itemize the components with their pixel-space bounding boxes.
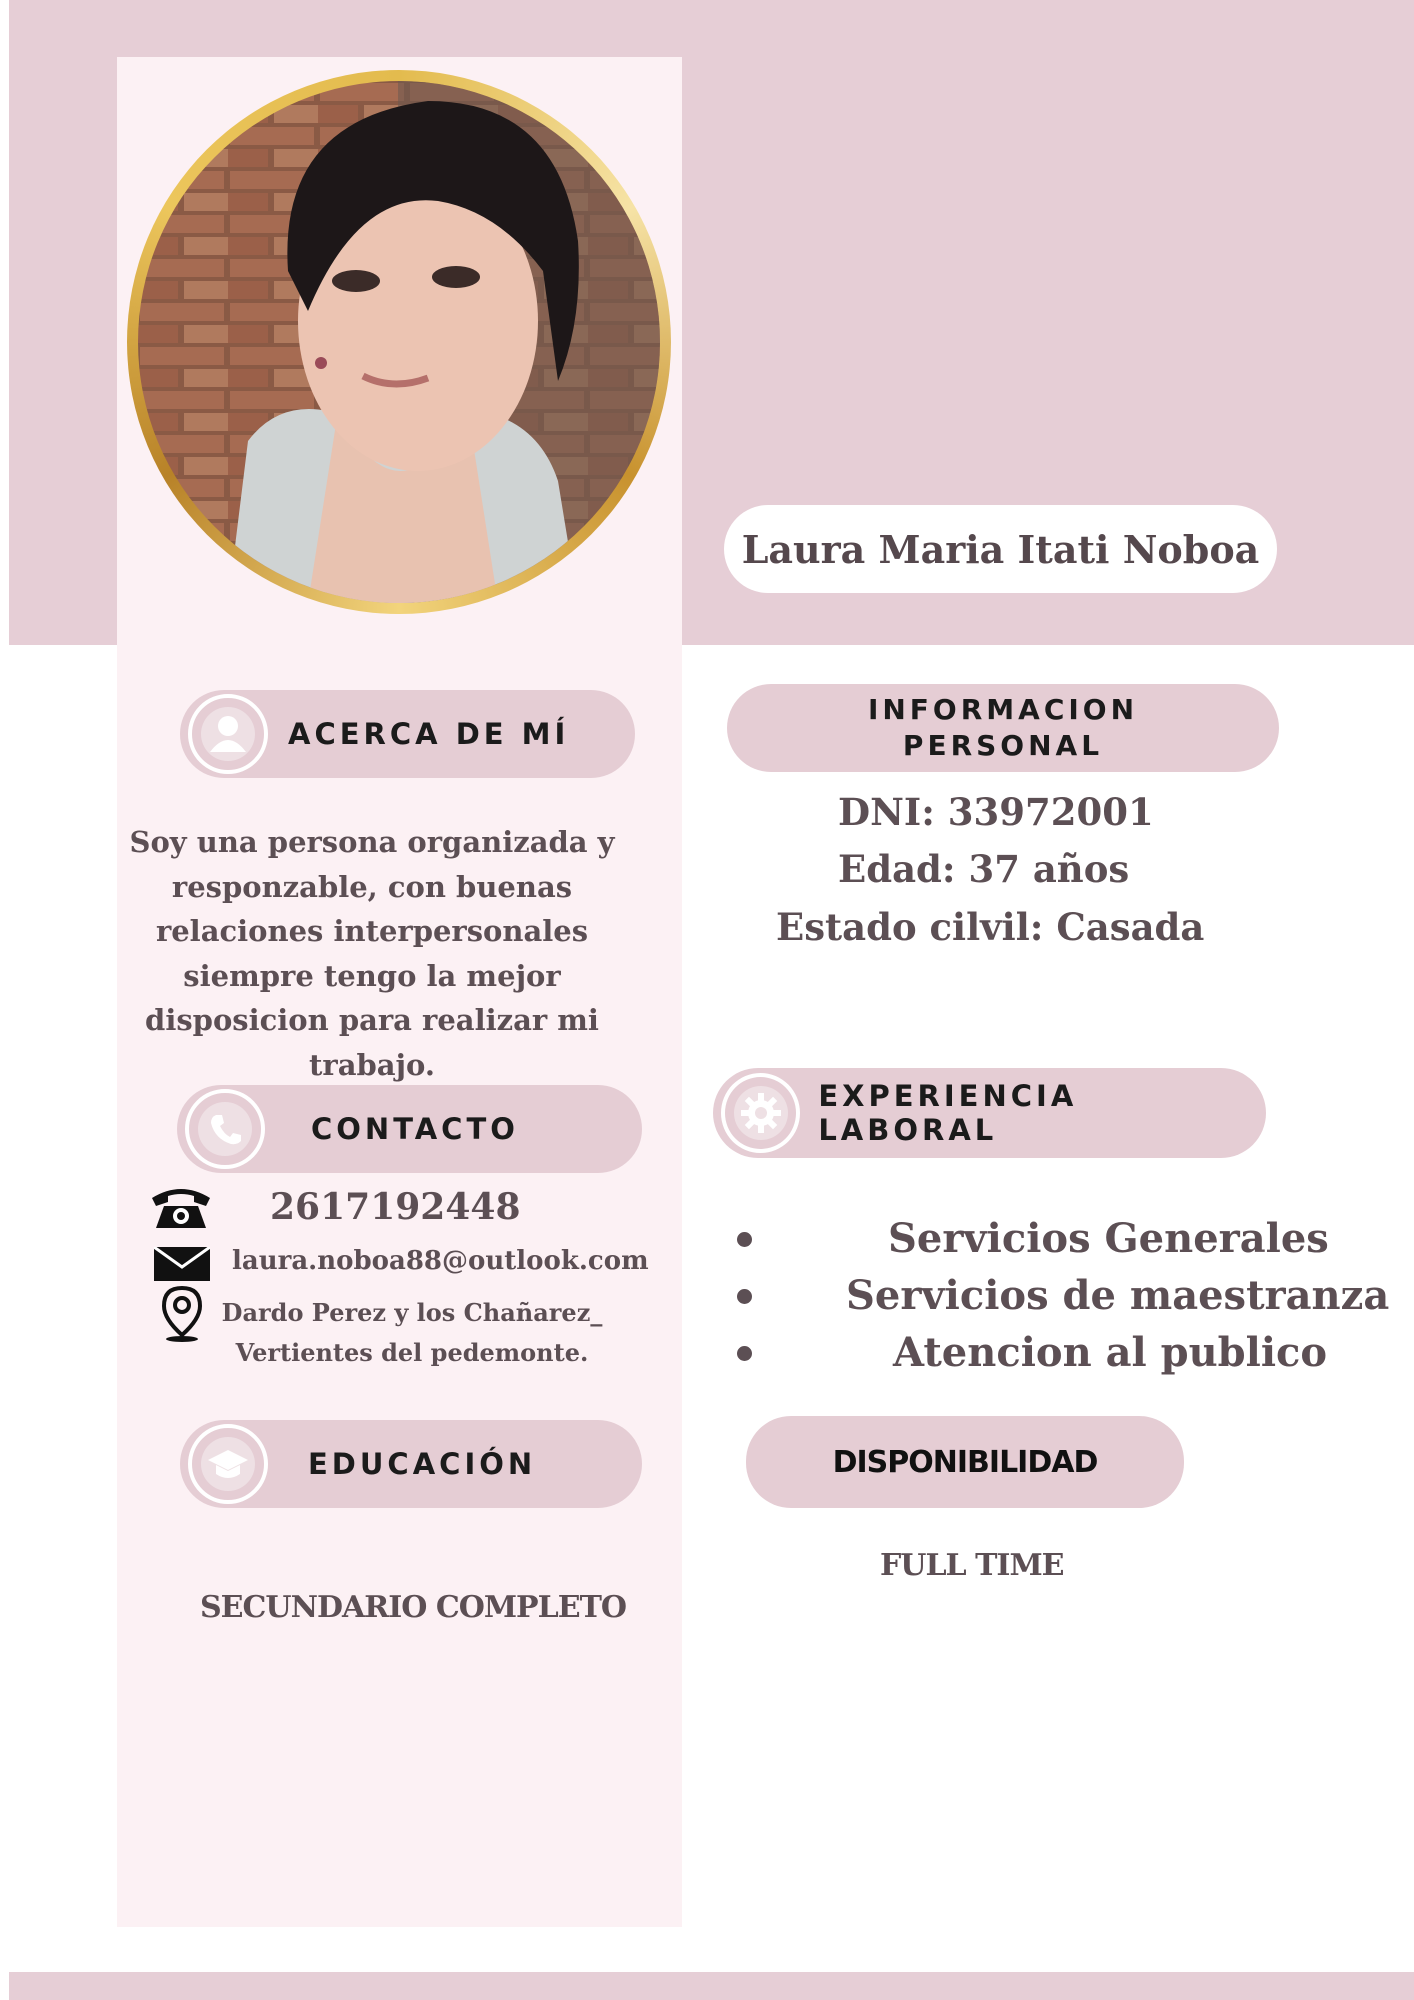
availability-heading-pill — [746, 1416, 1184, 1508]
email-address: laura.noboa88@outlook.com — [232, 1246, 649, 1276]
bullet-icon — [737, 1289, 752, 1304]
experience-heading: EXPERIENCIA LABORAL — [818, 1079, 1078, 1147]
contact-heading-pill — [177, 1085, 642, 1173]
experience-heading-pill — [713, 1068, 1266, 1158]
contact-heading: CONTACTO — [311, 1112, 519, 1146]
footer-band — [9, 1972, 1414, 2000]
education-level: SECUNDARIO COMPLETO — [200, 1590, 627, 1625]
experience-item: Servicios de maestranza — [846, 1272, 1390, 1319]
bullet-icon — [737, 1346, 752, 1361]
candidate-name: Laura Maria Itati Noboa — [741, 526, 1260, 572]
personal-info-heading-line-2: PERSONAL — [902, 729, 1104, 762]
mail-icon — [154, 1247, 210, 1285]
telephone-icon — [148, 1184, 214, 1234]
gear-icon — [721, 1073, 800, 1153]
about-heading: ACERCA DE MÍ — [288, 717, 570, 751]
about-text: Soy una persona organizada y responzable, con buenas relaciones interpersonales siempre tengo la mejor disposicion para realizar mi trabajo. — [129, 825, 615, 1082]
personal-info-heading-pill — [727, 684, 1279, 772]
graduation-cap-icon — [188, 1424, 268, 1504]
personal-info-heading — [868, 692, 1138, 764]
phone-icon — [185, 1089, 265, 1169]
availability-value: FULL TIME — [880, 1548, 1064, 1583]
dni: DNI: 33972001 — [838, 790, 1154, 834]
experience-item: Servicios Generales — [888, 1215, 1329, 1262]
location-pin-icon — [158, 1285, 206, 1347]
education-heading: EDUCACIÓN — [308, 1447, 537, 1481]
address — [217, 1293, 607, 1373]
address-line-1: Dardo Perez y los Chañarez_ — [221, 1298, 603, 1327]
age: Edad: 37 años — [838, 847, 1130, 891]
availability-heading: DISPONIBILIDAD — [832, 1444, 1098, 1480]
address-line-2: Vertientes del pedemonte. — [235, 1338, 589, 1367]
user-icon — [188, 694, 268, 774]
name-badge — [724, 505, 1277, 593]
about-heading-pill — [180, 690, 635, 778]
profile-photo — [138, 81, 660, 603]
personal-info-heading-line-1: INFORMACION — [867, 693, 1139, 726]
phone-number: 2617192448 — [270, 1186, 521, 1228]
education-heading-pill — [180, 1420, 642, 1508]
marital-status: Estado cilvil: Casada — [776, 905, 1205, 949]
experience-item: Atencion al publico — [893, 1329, 1328, 1376]
bullet-icon — [737, 1232, 752, 1247]
